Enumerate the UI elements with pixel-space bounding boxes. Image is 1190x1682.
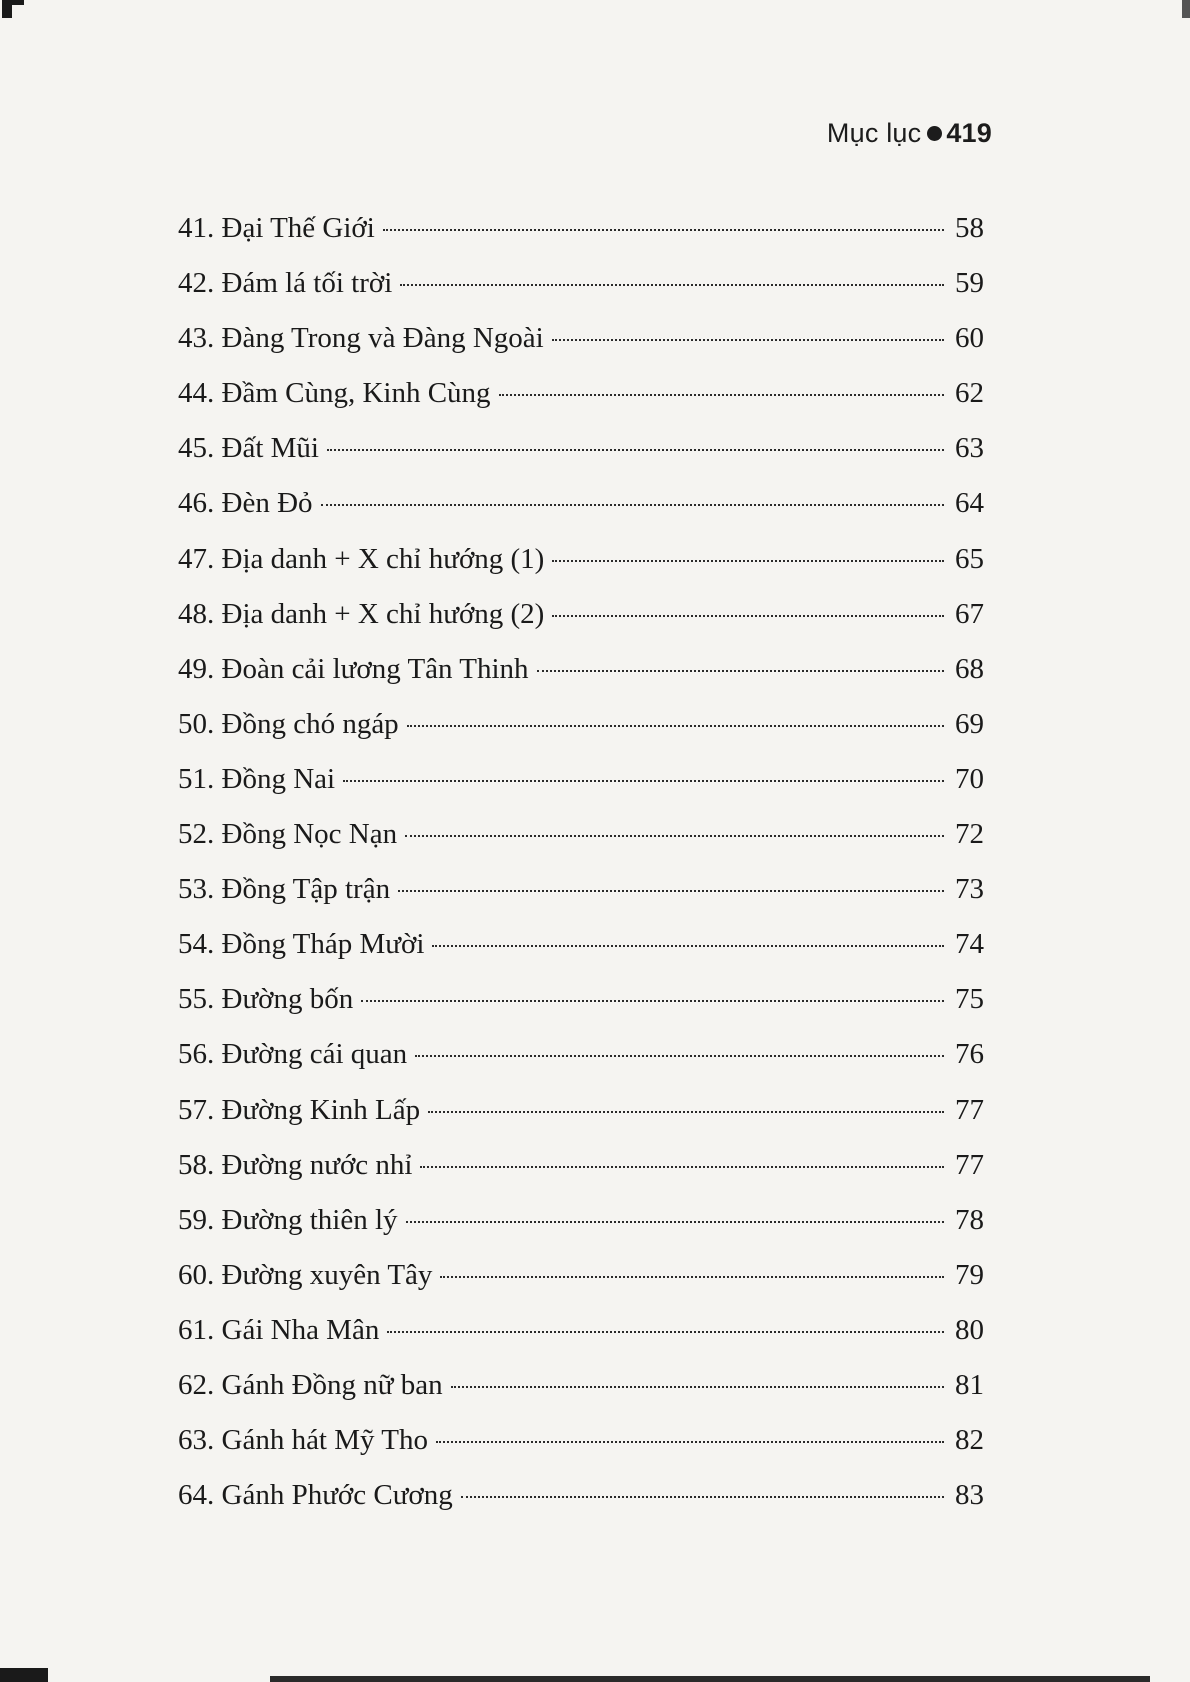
toc-entry-title: 55. Đường bốn [178, 983, 354, 1016]
toc-entry [178, 543, 984, 598]
dot-leader [415, 1055, 944, 1057]
toc-entry-title: 53. Đồng Tập trận [178, 873, 391, 906]
toc-entry-title: 63. Gánh hát Mỹ Tho [178, 1424, 428, 1457]
toc-entry-page: 74 [955, 928, 984, 961]
toc-entry-title: 62. Gánh Đồng nữ ban [178, 1368, 443, 1401]
toc-entry-title: 48. Địa danh + X chỉ hướng (2) [178, 597, 545, 630]
toc-entry-title: 51. Đồng Nai [178, 762, 336, 795]
toc-entry-title: 46. Đèn Đỏ [178, 487, 313, 520]
toc-entry [178, 1259, 984, 1314]
table-of-contents [178, 212, 984, 1534]
toc-entry [178, 267, 984, 322]
toc-entry [178, 1038, 984, 1093]
toc-entry-title: 61. Gái Nha Mân [178, 1313, 380, 1346]
toc-entry-title: 54. Đồng Tháp Mười [178, 928, 425, 961]
toc-entry-page: 64 [955, 487, 984, 520]
toc-entry [178, 377, 984, 432]
toc-entry-page: 70 [955, 762, 984, 795]
dot-leader [537, 670, 944, 672]
dot-leader [387, 1331, 944, 1333]
dot-leader [499, 394, 944, 396]
dot-leader [552, 615, 944, 617]
toc-entry [178, 983, 984, 1038]
toc-entry [178, 212, 984, 267]
toc-entry [178, 1479, 984, 1534]
dot-leader [327, 449, 944, 451]
toc-entry-page: 60 [955, 322, 984, 355]
toc-entry-page: 63 [955, 432, 984, 465]
toc-entry-title: 60. Đường xuyên Tây [178, 1258, 433, 1291]
toc-entry-title: 56. Đường cái quan [178, 1038, 408, 1071]
toc-entry-title: 47. Địa danh + X chỉ hướng (1) [178, 542, 545, 575]
toc-entry-page: 67 [955, 597, 984, 630]
scan-edge-mark [0, 1668, 48, 1682]
toc-entry [178, 1094, 984, 1149]
toc-entry-page: 72 [955, 818, 984, 851]
toc-entry [178, 1314, 984, 1369]
running-head [700, 118, 992, 149]
toc-entry-title: 52. Đồng Nọc Nạn [178, 818, 398, 851]
dot-leader [436, 1441, 944, 1443]
toc-entry [178, 763, 984, 818]
toc-entry-page: 82 [955, 1424, 984, 1457]
page-number: 419 [946, 118, 992, 148]
dot-leader [461, 1496, 944, 1498]
toc-entry [178, 928, 984, 983]
toc-entry-title: 49. Đoàn cải lương Tân Thinh [178, 652, 529, 685]
dot-leader [398, 890, 944, 892]
bullet-icon [927, 126, 942, 141]
toc-entry-title: 64. Gánh Phước Cương [178, 1479, 453, 1512]
toc-entry-page: 77 [955, 1093, 984, 1126]
toc-entry-page: 68 [955, 652, 984, 685]
toc-entry [178, 1149, 984, 1204]
dot-leader [383, 229, 944, 231]
toc-entry-title: 41. Đại Thế Giới [178, 212, 375, 244]
dot-leader [432, 945, 944, 947]
toc-entry-page: 83 [955, 1479, 984, 1512]
dot-leader [451, 1386, 944, 1388]
dot-leader [440, 1276, 944, 1278]
toc-entry-page: 62 [955, 377, 984, 410]
dot-leader [405, 835, 944, 837]
toc-entry-page: 76 [955, 1038, 984, 1071]
dot-leader [407, 725, 944, 727]
dot-leader [321, 504, 944, 506]
scan-edge-mark [1182, 0, 1190, 18]
toc-entry-page: 80 [955, 1313, 984, 1346]
dot-leader [400, 284, 944, 286]
dot-leader [420, 1166, 944, 1168]
toc-entry [178, 1369, 984, 1424]
toc-entry-page: 78 [955, 1203, 984, 1236]
toc-entry-page: 79 [955, 1258, 984, 1291]
toc-entry-page: 58 [955, 212, 984, 244]
toc-entry-page: 65 [955, 542, 984, 575]
dot-leader [361, 1000, 944, 1002]
dot-leader [428, 1111, 944, 1113]
toc-entry [178, 487, 984, 542]
scan-edge-mark [2, 0, 12, 18]
toc-entry-page: 81 [955, 1368, 984, 1401]
toc-entry-title: 45. Đất Mũi [178, 432, 319, 465]
toc-entry-title: 42. Đám lá tối trời [178, 267, 393, 300]
toc-entry-title: 50. Đồng chó ngáp [178, 707, 399, 740]
toc-entry [178, 873, 984, 928]
dot-leader [406, 1221, 944, 1223]
toc-entry [178, 1204, 984, 1259]
dot-leader [552, 560, 944, 562]
dot-leader [552, 339, 944, 341]
toc-entry [178, 653, 984, 708]
toc-entry [178, 818, 984, 873]
toc-entry [178, 1424, 984, 1479]
toc-entry-title: 57. Đường Kinh Lấp [178, 1093, 421, 1126]
toc-entry [178, 708, 984, 763]
toc-entry-page: 77 [955, 1148, 984, 1181]
toc-entry-page: 59 [955, 267, 984, 300]
toc-entry-page: 69 [955, 707, 984, 740]
toc-entry-title: 43. Đàng Trong và Đàng Ngoài [178, 322, 544, 355]
toc-entry-title: 59. Đường thiên lý [178, 1203, 398, 1236]
toc-entry [178, 598, 984, 653]
scan-edge-mark [270, 1676, 1150, 1682]
dot-leader [343, 780, 944, 782]
toc-entry-title: 58. Đường nước nhỉ [178, 1148, 413, 1181]
toc-entry-page: 73 [955, 873, 984, 906]
toc-entry [178, 432, 984, 487]
toc-entry [178, 322, 984, 377]
section-title: Mục lục [826, 118, 922, 148]
toc-entry-page: 75 [955, 983, 984, 1016]
toc-entry-title: 44. Đầm Cùng, Kinh Cùng [178, 377, 491, 410]
